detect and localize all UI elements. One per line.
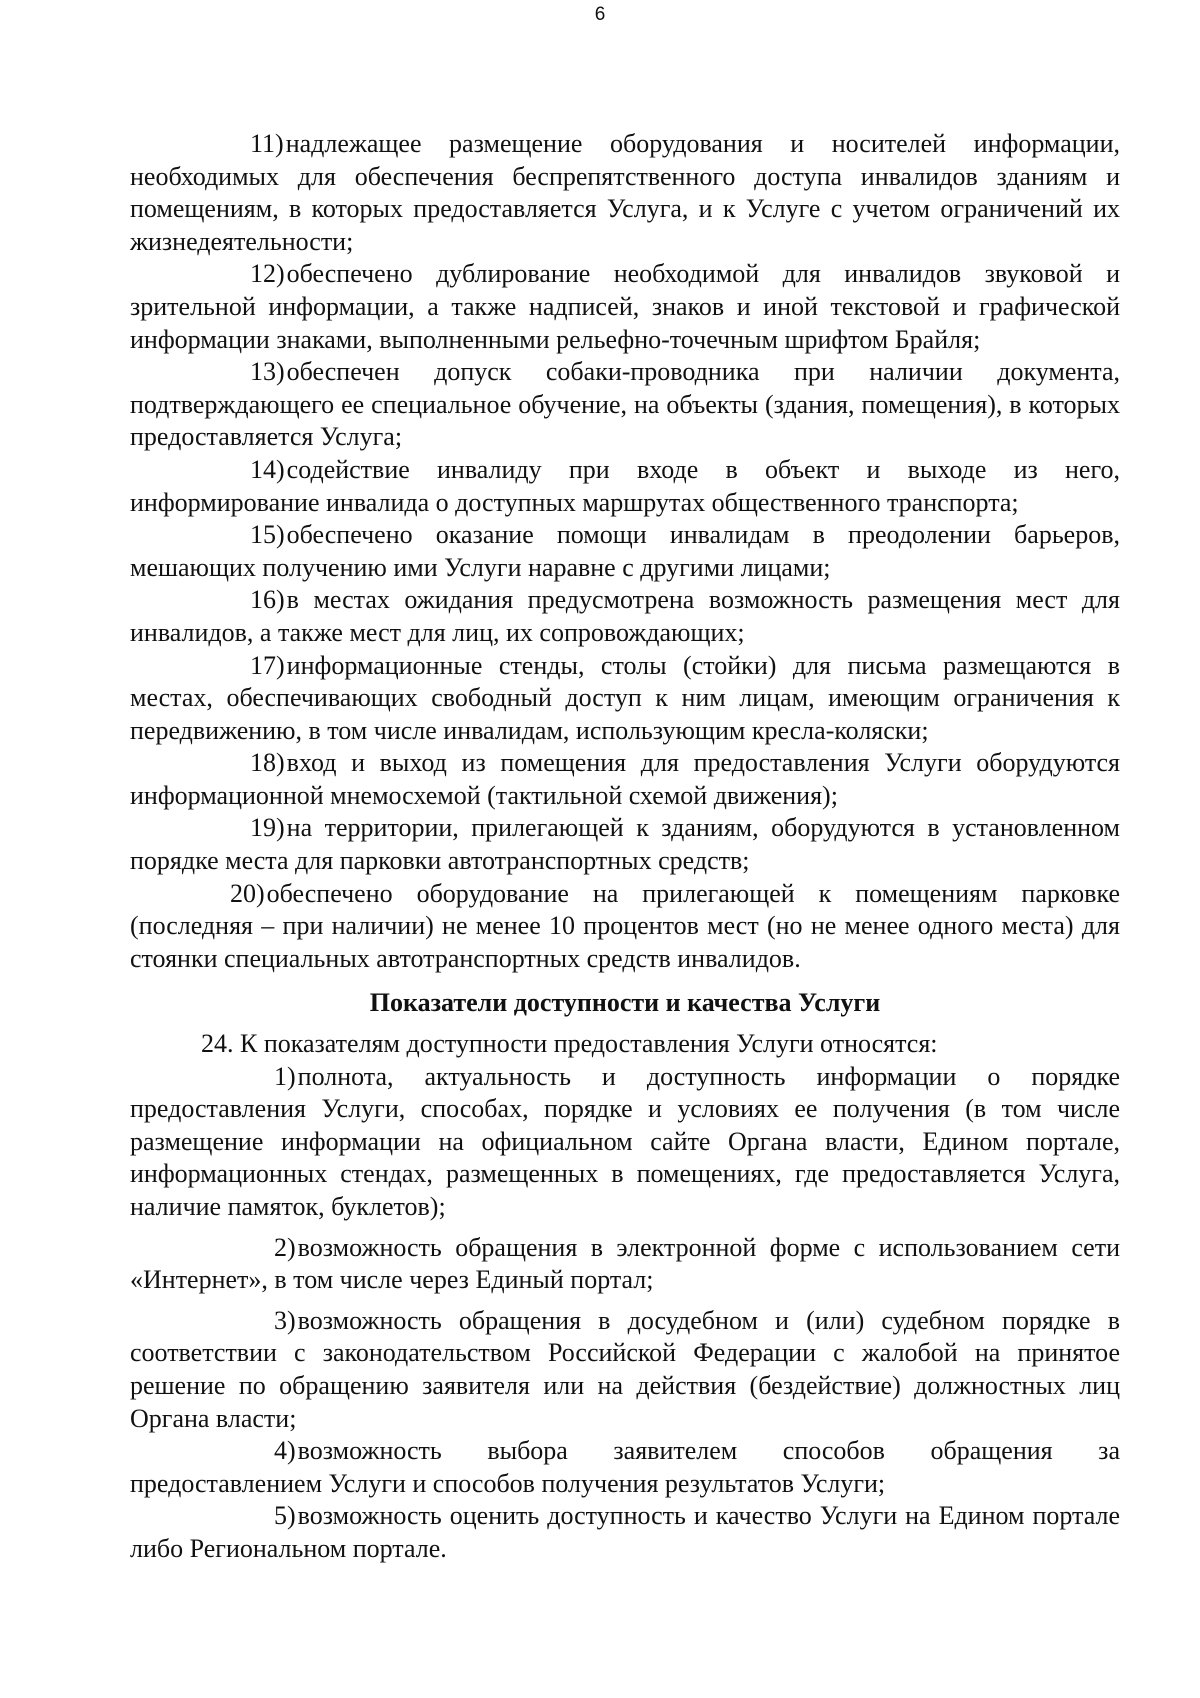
list-item-17 [130, 650, 1120, 748]
list-item-number: 1) [274, 1061, 296, 1091]
clause-24-intro: 24. К показателям доступности предоставления Услуги относятся: [201, 1029, 938, 1059]
page-number: 6 [594, 4, 606, 25]
list-item-text: обеспечено оказание помощи инвалидам в преодолении барьеров, мешающих получению ими Услуги наравне с другими лицами; [130, 520, 1120, 582]
list-item-text: возможность оценить доступность и качество Услуги на Едином портале либо Региональном портале. [130, 1501, 1120, 1563]
list-item-text: вход и выход из помещения для предоставления Услуги оборудуются информационной мнемосхемой (тактильной схемой движения); [130, 748, 1120, 810]
list-item-text: возможность обращения в электронной форме с использованием сети «Интернет», в том числе через Единый портал; [130, 1232, 1120, 1295]
list-item-text: содействие инвалиду при входе в объект и выходе из него, информирование инвалида о доступных маршрутах общественного транспорта; [130, 454, 1120, 517]
list-item-12 [130, 258, 1120, 356]
list-item-text: надлежащее размещение оборудования и носителей информации, необходимых для обеспечения беспрепятственного доступа инвалидов зданиям и помещениям, в которых предоставляется Услуга, и к Услуге с учетом ограничений их жизнедеятельности; [130, 129, 1120, 256]
list-item-number: 2) [274, 1232, 296, 1262]
list-item-11 [130, 128, 1120, 258]
list-item-text: на территории, прилегающей к зданиям, оборудуются в установленном порядке места для парковки автотранспортных средств; [130, 813, 1120, 876]
document-body [130, 128, 1120, 1566]
list-item-number: 20) [230, 878, 265, 908]
indicator-item-5 [130, 1500, 1120, 1565]
list-item-number: 3) [274, 1305, 296, 1335]
list-item-number: 13) [250, 357, 285, 387]
list-item-number: 17) [250, 650, 285, 680]
list-item-text: информационные стенды, столы (стойки) для письма размещаются в местах, обеспечивающих свободный доступ к ним лицам, имеющим ограничения к передвижению, в том числе инвалидам, использующим кресла-коляски; [130, 650, 1120, 745]
list-item-text: в местах ожидания предусмотрена возможность размещения мест для инвалидов, а также мест для лиц, их сопровождающих; [130, 585, 1120, 647]
list-item-19 [130, 812, 1120, 877]
indicator-item-2 [130, 1232, 1120, 1297]
list-item-14 [130, 454, 1120, 519]
indicator-item-4 [130, 1435, 1120, 1500]
list-item-number: 18) [250, 748, 285, 778]
list-item-15 [130, 519, 1120, 584]
list-item-16 [130, 584, 1120, 649]
indicator-item-1 [130, 1061, 1120, 1224]
list-item-number: 14) [250, 454, 285, 484]
list-item-text: полнота, актуальность и доступность информации о порядке предоставления Услуги, способах, порядке и условиях ее получения (в том числе размещение информации на официальном сайте Органа власти, Едином портале, информационных стендах, размещенных в помещениях, где предоставляется Услуга, наличие памяток, буклетов); [130, 1061, 1120, 1221]
section-heading: Показатели доступности и качества Услуги [369, 988, 881, 1018]
list-item-text: обеспечен допуск собаки-проводника при наличии документа, подтверждающего ее специальное обучение, на объекты (здания, помещения), в которых предоставляется Услуга; [130, 357, 1120, 452]
list-item-number: 5) [274, 1501, 296, 1531]
list-item-13 [130, 356, 1120, 454]
list-item-number: 15) [250, 520, 285, 550]
list-item-number: 16) [250, 585, 285, 615]
list-item-20 [130, 878, 1120, 976]
list-item-text: обеспечено дублирование необходимой для инвалидов звуковой и зрительной информации, а также надписей, знаков и иной текстовой и графической информации знаками, выполненными рельефно-точечным шрифтом Брайля; [130, 259, 1120, 354]
list-item-text: обеспечено оборудование на прилегающей к помещениям парковке (последняя – при наличии) не менее 10 процентов мест (но не менее одного места) для стоянки специальных автотранспортных средств инвалидов. [130, 878, 1120, 973]
list-item-text: возможность обращения в досудебном и (или) судебном порядке в соответствии с законодательством Российской Федерации с жалобой на принятое решение по обращению заявителя или на действия (бездействие) должностных лиц Органа власти; [130, 1305, 1120, 1433]
list-item-number: 11) [250, 129, 284, 158]
list-item-number: 12) [250, 259, 285, 289]
list-item-text: возможность выбора заявителем способов обращения за предоставлением Услуги и способов получения результатов Услуги; [130, 1436, 1120, 1498]
indicator-item-3 [130, 1305, 1120, 1435]
list-item-number: 4) [274, 1436, 296, 1466]
list-item-number: 19) [250, 813, 285, 843]
list-item-18 [130, 747, 1120, 812]
